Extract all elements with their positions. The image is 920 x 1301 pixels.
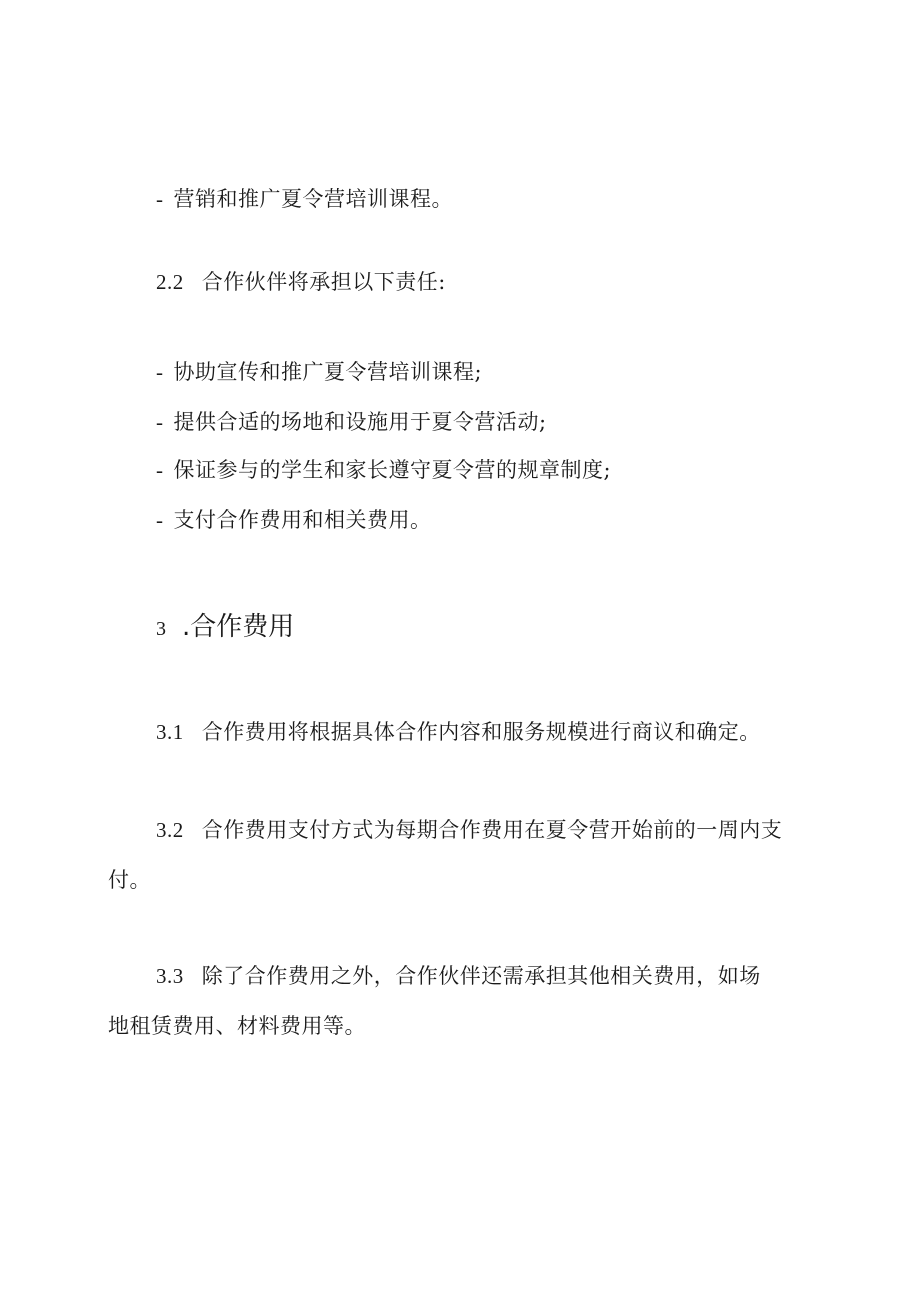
clause-text-continued: 地租赁费用、材料费用等。 [108,1014,366,1038]
partner-bullet-1 [156,358,482,386]
bullet-text: 提供合适的场地和设施用于夏令营活动; [173,410,547,434]
bullet-dash: - [156,458,164,482]
clause-number: 3.2 [156,818,184,842]
bullet-dash: - [156,508,164,532]
bullet-marketing [156,185,453,213]
clause-3-2-line-1 [156,816,782,844]
clause-2-2 [156,268,446,296]
clause-number: 3.3 [156,964,184,988]
clause-number: 2.2 [156,270,184,294]
clause-text: 合作费用支付方式为每期合作费用在夏令营开始前的一周内支 [201,818,783,842]
partner-bullet-4 [156,506,432,534]
clause-text: 合作伙伴将承担以下责任: [201,270,446,294]
clause-text: 合作费用将根据具体合作内容和服务规模进行商议和确定。 [201,720,761,744]
clause-number: 3.1 [156,720,184,744]
bullet-dash: - [156,360,164,384]
bullet-text: 保证参与的学生和家长遵守夏令营的规章制度; [173,458,612,482]
clause-3-3-line-2 [108,1012,366,1040]
clause-text: 除了合作费用之外，合作伙伴还需承担其他相关费用，如场 [201,964,761,988]
partner-bullet-3 [156,456,611,484]
section-heading-3 [156,610,294,646]
clause-3-3-line-1 [156,962,761,990]
partner-bullet-2 [156,408,547,436]
clause-text-continued: 付。 [108,868,151,892]
bullet-text: 支付合作费用和相关费用。 [173,508,432,532]
bullet-text: 协助宣传和推广夏令营培训课程; [173,360,483,384]
section-title: .合作费用 [182,612,295,642]
clause-3-1 [156,718,761,746]
bullet-dash: - [156,410,164,434]
bullet-dash: - [156,187,164,211]
section-number: 3 [156,618,166,640]
bullet-text: 营销和推广夏令营培训课程。 [173,187,453,211]
clause-3-2-line-2 [108,866,151,894]
